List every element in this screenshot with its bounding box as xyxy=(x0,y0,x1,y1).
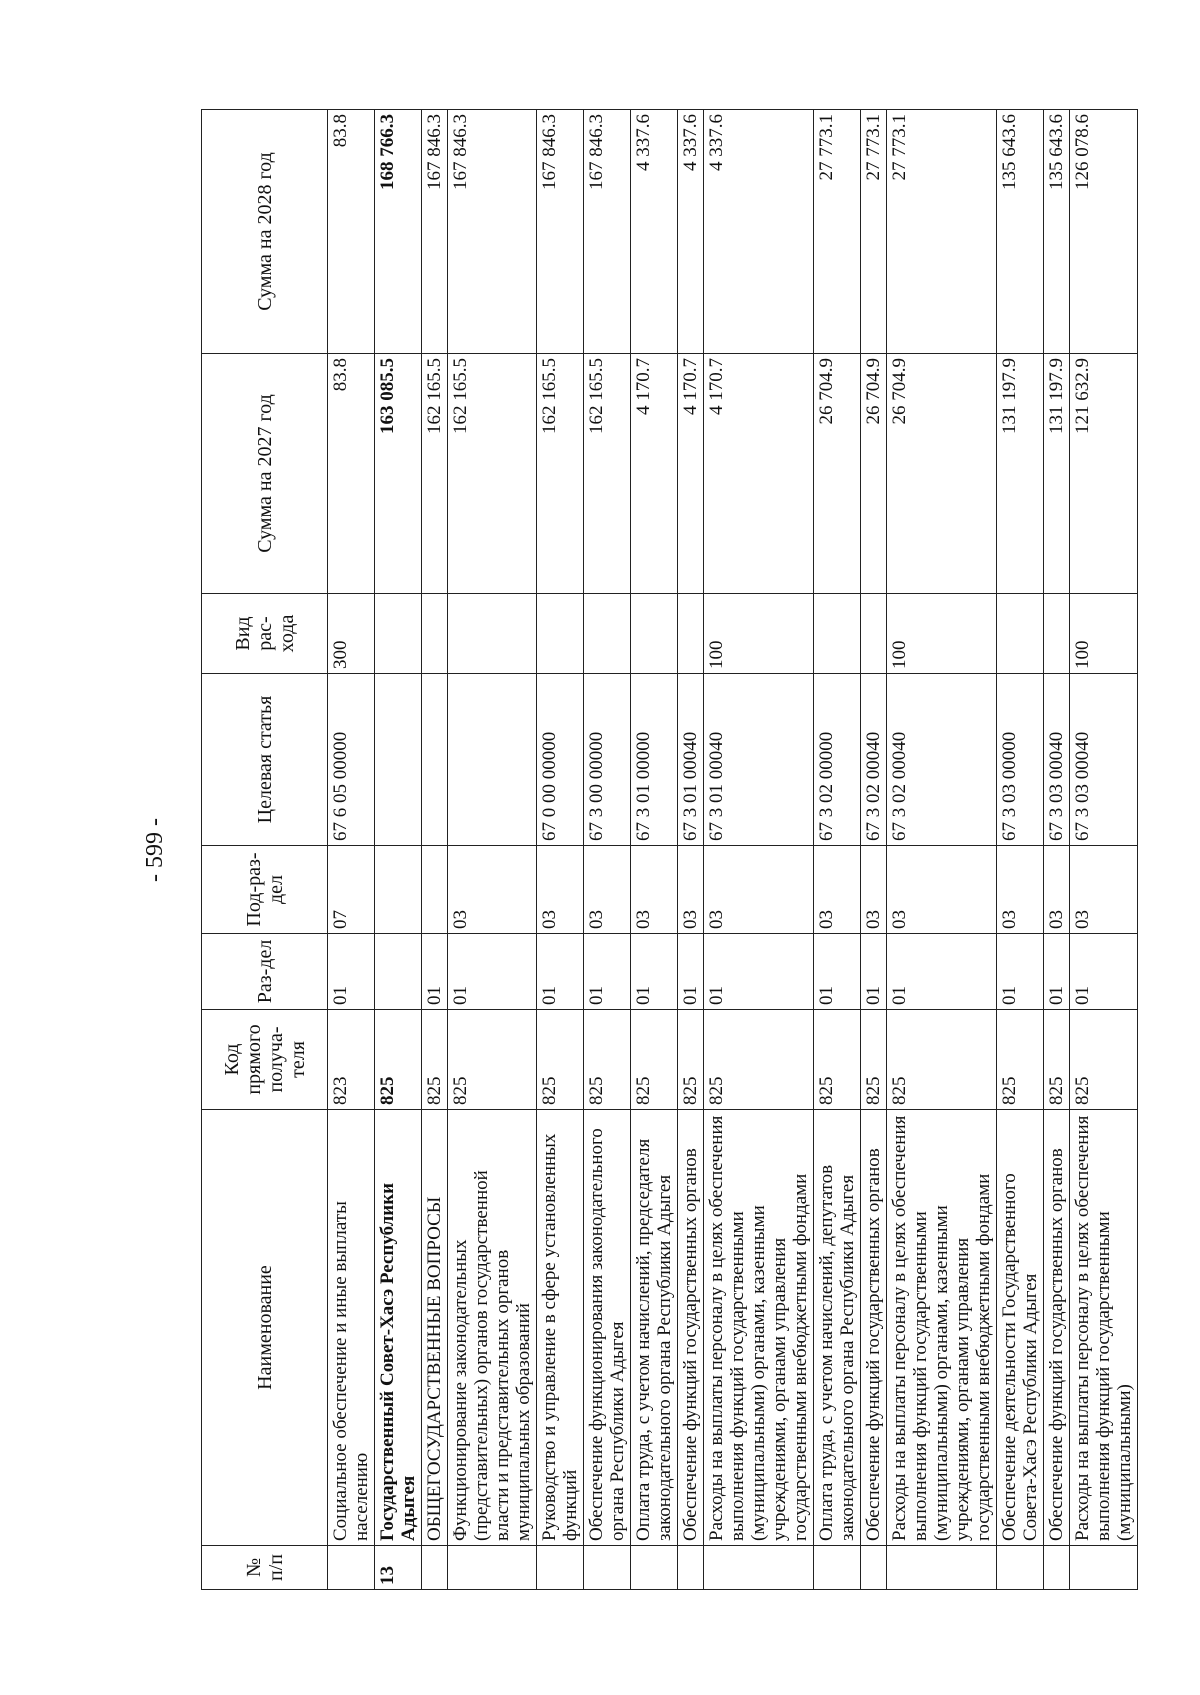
cell-sum-2027: 131 197.9 xyxy=(997,354,1044,594)
header-no: № п/п xyxy=(202,1546,328,1590)
cell-expense-type xyxy=(861,594,887,674)
table-row xyxy=(678,110,704,1590)
cell-subsection: 03 xyxy=(448,846,537,934)
page-number: - 599 - xyxy=(142,818,168,882)
cell-subsection: 03 xyxy=(861,846,887,934)
cell-sum-2027: 4 170.7 xyxy=(631,354,678,594)
table-body xyxy=(328,110,1138,1590)
cell-section: 01 xyxy=(814,934,861,1010)
cell-target-article: 67 3 01 00040 xyxy=(704,674,814,846)
header-section: Раз-дел xyxy=(202,934,328,1010)
cell-name: Обеспечение функций государственных органов xyxy=(1044,1110,1070,1546)
header-sum-2027: Сумма на 2027 год xyxy=(202,354,328,594)
cell-name: Руководство и управление в сфере установленных функций xyxy=(537,1110,584,1546)
cell-section: 01 xyxy=(1070,934,1138,1010)
cell-sum-2027: 162 165.5 xyxy=(448,354,537,594)
cell-recipient-code: 825 xyxy=(678,1010,704,1110)
cell-expense-type: 100 xyxy=(887,594,997,674)
cell-target-article: 67 3 03 00040 xyxy=(1070,674,1138,846)
cell-sum-2028: 167 846.3 xyxy=(422,110,448,354)
cell-sum-2028: 135 643.6 xyxy=(997,110,1044,354)
cell-expense-type xyxy=(584,594,631,674)
cell-name: Обеспечение функций государственных органов xyxy=(678,1110,704,1546)
cell-no xyxy=(537,1546,584,1590)
header-sum-2028: Сумма на 2028 год xyxy=(202,110,328,354)
cell-no xyxy=(584,1546,631,1590)
cell-subsection: 07 xyxy=(328,846,375,934)
cell-sum-2028: 168 766.3 xyxy=(375,110,422,354)
table-row xyxy=(631,110,678,1590)
cell-expense-type xyxy=(448,594,537,674)
cell-subsection: 03 xyxy=(704,846,814,934)
table-row xyxy=(861,110,887,1590)
cell-expense-type: 300 xyxy=(328,594,375,674)
cell-target-article: 67 3 01 00000 xyxy=(631,674,678,846)
header-recipient: Код прямого получа-теля xyxy=(202,1010,328,1110)
table-row xyxy=(1044,110,1070,1590)
cell-recipient-code: 825 xyxy=(861,1010,887,1110)
cell-no xyxy=(678,1546,704,1590)
table-row xyxy=(375,110,422,1590)
cell-subsection: 03 xyxy=(887,846,997,934)
cell-sum-2027: 4 170.7 xyxy=(678,354,704,594)
cell-no xyxy=(328,1546,375,1590)
cell-target-article: 67 3 02 00040 xyxy=(887,674,997,846)
cell-name: Обеспечение функций государственных органов xyxy=(861,1110,887,1546)
cell-expense-type xyxy=(537,594,584,674)
cell-sum-2027: 4 170.7 xyxy=(704,354,814,594)
table-header-row xyxy=(202,110,328,1590)
cell-name: Обеспечение функционирования законодательного органа Республики Адыгея xyxy=(584,1110,631,1546)
cell-section: 01 xyxy=(422,934,448,1010)
header-subsection: Под-раз-дел xyxy=(202,846,328,934)
cell-sum-2027: 162 165.5 xyxy=(422,354,448,594)
table-row xyxy=(584,110,631,1590)
cell-recipient-code: 825 xyxy=(704,1010,814,1110)
table-row xyxy=(887,110,997,1590)
cell-expense-type: 100 xyxy=(704,594,814,674)
table-row xyxy=(537,110,584,1590)
cell-name: Государственный Совет-Хасэ Республики Адыгея xyxy=(375,1110,422,1546)
cell-recipient-code: 825 xyxy=(375,1010,422,1110)
rotated-page xyxy=(137,110,1135,1590)
cell-section: 01 xyxy=(328,934,375,1010)
cell-section: 01 xyxy=(997,934,1044,1010)
cell-subsection xyxy=(422,846,448,934)
cell-target-article: 67 3 03 00000 xyxy=(997,674,1044,846)
table-row xyxy=(1070,110,1138,1590)
cell-expense-type xyxy=(1044,594,1070,674)
budget-table xyxy=(201,109,1138,1590)
cell-sum-2028: 4 337.6 xyxy=(704,110,814,354)
cell-no xyxy=(448,1546,537,1590)
cell-section: 01 xyxy=(887,934,997,1010)
cell-expense-type xyxy=(814,594,861,674)
cell-sum-2027: 26 704.9 xyxy=(887,354,997,594)
cell-no xyxy=(422,1546,448,1590)
cell-no xyxy=(704,1546,814,1590)
cell-no xyxy=(1044,1546,1070,1590)
cell-target-article: 67 3 02 00040 xyxy=(861,674,887,846)
cell-recipient-code: 825 xyxy=(448,1010,537,1110)
cell-subsection: 03 xyxy=(631,846,678,934)
cell-name: Социальное обеспечение и иные выплаты населению xyxy=(328,1110,375,1546)
cell-no xyxy=(631,1546,678,1590)
cell-target-article: 67 3 02 00000 xyxy=(814,674,861,846)
cell-no xyxy=(814,1546,861,1590)
cell-sum-2028: 167 846.3 xyxy=(448,110,537,354)
cell-subsection xyxy=(375,846,422,934)
cell-section: 01 xyxy=(704,934,814,1010)
cell-sum-2027: 83.8 xyxy=(328,354,375,594)
cell-expense-type xyxy=(678,594,704,674)
cell-no: 13 xyxy=(375,1546,422,1590)
cell-recipient-code: 825 xyxy=(631,1010,678,1110)
cell-subsection: 03 xyxy=(814,846,861,934)
cell-sum-2028: 167 846.3 xyxy=(537,110,584,354)
cell-sum-2028: 27 773.1 xyxy=(814,110,861,354)
cell-no xyxy=(861,1546,887,1590)
cell-sum-2028: 27 773.1 xyxy=(861,110,887,354)
cell-section: 01 xyxy=(1044,934,1070,1010)
table-row xyxy=(997,110,1044,1590)
table-row xyxy=(448,110,537,1590)
cell-recipient-code: 825 xyxy=(422,1010,448,1110)
cell-target-article: 67 6 05 00000 xyxy=(328,674,375,846)
cell-sum-2027: 26 704.9 xyxy=(814,354,861,594)
header-target: Целевая статья xyxy=(202,674,328,846)
cell-recipient-code: 825 xyxy=(537,1010,584,1110)
cell-recipient-code: 825 xyxy=(814,1010,861,1110)
cell-sum-2027: 121 632.9 xyxy=(1070,354,1138,594)
cell-no xyxy=(887,1546,997,1590)
cell-expense-type xyxy=(422,594,448,674)
cell-name: Оплата труда, с учетом начислений, председателя законодательного органа Республики Адыгея xyxy=(631,1110,678,1546)
table-row xyxy=(328,110,375,1590)
cell-recipient-code: 825 xyxy=(887,1010,997,1110)
cell-name: Расходы на выплаты персоналу в целях обеспечения выполнения функций государственными (муниципальными) xyxy=(1070,1110,1138,1546)
cell-section: 01 xyxy=(631,934,678,1010)
header-name: Наименование xyxy=(202,1110,328,1546)
cell-subsection: 03 xyxy=(537,846,584,934)
cell-recipient-code: 825 xyxy=(1070,1010,1138,1110)
cell-recipient-code: 823 xyxy=(328,1010,375,1110)
cell-sum-2027: 26 704.9 xyxy=(861,354,887,594)
cell-section xyxy=(375,934,422,1010)
cell-name: Оплата труда, с учетом начислений, депутатов законодательного органа Республики Адыгея xyxy=(814,1110,861,1546)
cell-name: Обеспечение деятельности Государственного Совета-Хасэ Республики Адыгея xyxy=(997,1110,1044,1546)
cell-target-article xyxy=(448,674,537,846)
cell-subsection: 03 xyxy=(997,846,1044,934)
cell-expense-type xyxy=(375,594,422,674)
cell-sum-2028: 27 773.1 xyxy=(887,110,997,354)
cell-subsection: 03 xyxy=(678,846,704,934)
cell-target-article: 67 0 00 00000 xyxy=(537,674,584,846)
cell-no xyxy=(997,1546,1044,1590)
cell-expense-type xyxy=(631,594,678,674)
cell-subsection: 03 xyxy=(1070,846,1138,934)
cell-subsection: 03 xyxy=(1044,846,1070,934)
cell-sum-2028: 135 643.6 xyxy=(1044,110,1070,354)
cell-target-article xyxy=(422,674,448,846)
cell-expense-type: 100 xyxy=(1070,594,1138,674)
cell-section: 01 xyxy=(584,934,631,1010)
cell-subsection: 03 xyxy=(584,846,631,934)
cell-name: Расходы на выплаты персоналу в целях обеспечения выполнения функций государственными (муниципальными) органами, казенными учреждениями, органами управления государственными внебюджетными фондами xyxy=(887,1110,997,1546)
cell-sum-2028: 126 078.6 xyxy=(1070,110,1138,354)
cell-section: 01 xyxy=(537,934,584,1010)
cell-sum-2027: 162 165.5 xyxy=(584,354,631,594)
header-type: Вид рас-хода xyxy=(202,594,328,674)
cell-expense-type xyxy=(997,594,1044,674)
cell-sum-2028: 167 846.3 xyxy=(584,110,631,354)
cell-name: ОБЩЕГОСУДАРСТВЕННЫЕ ВОПРОСЫ xyxy=(422,1110,448,1546)
cell-sum-2027: 162 165.5 xyxy=(537,354,584,594)
cell-sum-2028: 83.8 xyxy=(328,110,375,354)
cell-sum-2028: 4 337.6 xyxy=(678,110,704,354)
cell-section: 01 xyxy=(678,934,704,1010)
cell-sum-2027: 163 085.5 xyxy=(375,354,422,594)
cell-target-article xyxy=(375,674,422,846)
cell-section: 01 xyxy=(448,934,537,1010)
cell-name: Функционирование законодательных (представительных) органов государственной власти и представительных органов муниципальных образований xyxy=(448,1110,537,1546)
cell-section: 01 xyxy=(861,934,887,1010)
cell-target-article: 67 3 03 00040 xyxy=(1044,674,1070,846)
table-row xyxy=(704,110,814,1590)
cell-sum-2028: 4 337.6 xyxy=(631,110,678,354)
cell-target-article: 67 3 01 00040 xyxy=(678,674,704,846)
cell-recipient-code: 825 xyxy=(584,1010,631,1110)
cell-target-article: 67 3 00 00000 xyxy=(584,674,631,846)
cell-name: Расходы на выплаты персоналу в целях обеспечения выполнения функций государственными (муниципальными) органами, казенными учреждениями, органами управления государственными внебюджетными фондами xyxy=(704,1110,814,1546)
cell-no xyxy=(1070,1546,1138,1590)
cell-recipient-code: 825 xyxy=(997,1010,1044,1110)
table-row xyxy=(814,110,861,1590)
cell-sum-2027: 131 197.9 xyxy=(1044,354,1070,594)
table-row xyxy=(422,110,448,1590)
cell-recipient-code: 825 xyxy=(1044,1010,1070,1110)
